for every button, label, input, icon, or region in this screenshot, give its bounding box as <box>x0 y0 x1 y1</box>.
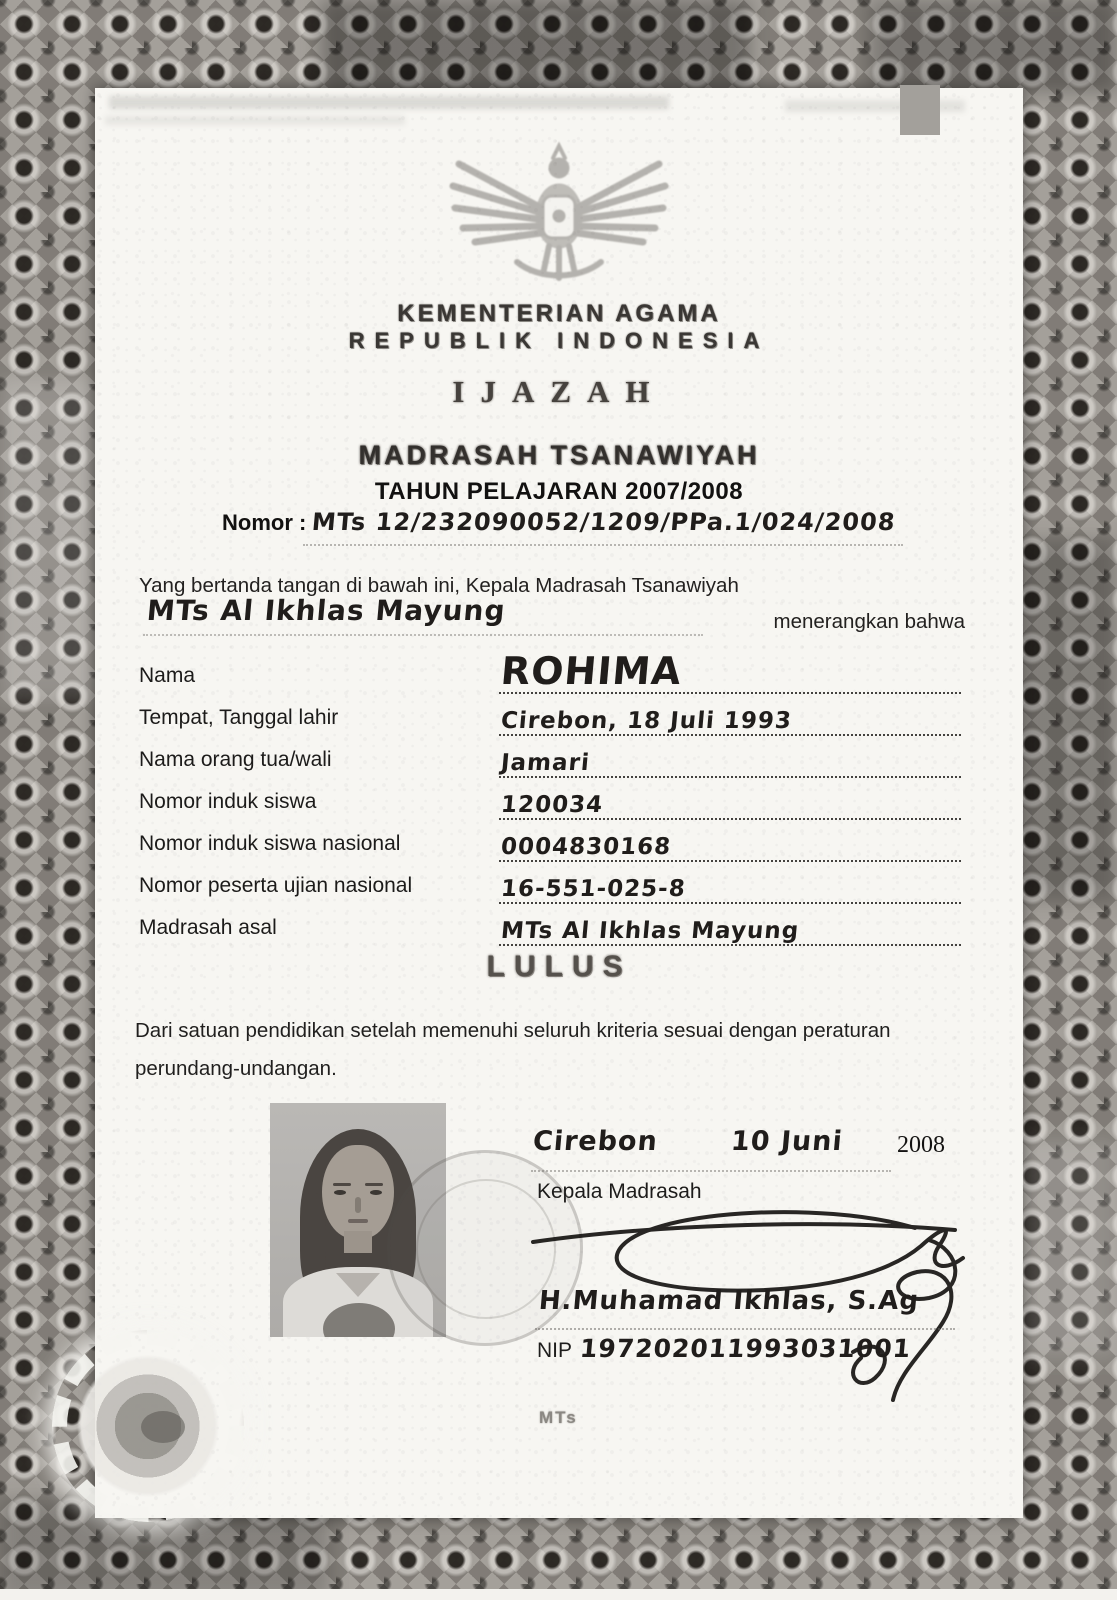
certificate-paper <box>95 88 1023 1518</box>
intro-sentence: Yang bertanda tangan di bawah ini, Kepala Madrasah Tsanawiyah <box>139 574 739 597</box>
dotted-line <box>531 1170 891 1172</box>
border-rosette-medallion-icon <box>52 1330 244 1522</box>
field-label: Nama orang tua/wali <box>139 748 332 771</box>
field-row-nama <box>139 648 961 694</box>
photo-face-detail <box>365 1183 383 1186</box>
document-title: IJAZAH <box>452 374 666 409</box>
field-label: Nomor peserta ujian nasional <box>139 874 413 897</box>
signer-name-handwritten: H.Muhamad Ikhlas, S.Ag <box>537 1286 921 1316</box>
dotted-line <box>303 544 903 546</box>
date-handwritten: 10 Juni <box>729 1126 844 1157</box>
rosette-core <box>141 1411 185 1443</box>
number-label: Nomor : <box>222 510 307 535</box>
photo-neck <box>344 1231 372 1253</box>
dotted-line <box>143 634 703 636</box>
field-label: Madrasah asal <box>139 916 277 939</box>
field-row-wali <box>139 736 961 778</box>
dotted-line <box>535 1328 955 1330</box>
photo-face-detail <box>334 1190 346 1195</box>
field-row-asal <box>139 904 961 946</box>
photo-face-detail <box>355 1197 361 1213</box>
place-date-line <box>533 1126 843 1157</box>
field-value-handwritten: 0004830168 <box>499 834 673 860</box>
ministry-name: KEMENTERIAN AGAMA <box>397 300 721 327</box>
certificate-number-line <box>95 508 1023 536</box>
field-value-handwritten: Jamari <box>499 750 591 776</box>
field-row-ttl <box>139 694 961 736</box>
garuda-pancasila-emblem-icon <box>443 134 675 292</box>
field-value-handwritten: MTs Al Ikhlas Mayung <box>499 918 801 944</box>
nip-label: NIP <box>537 1339 573 1362</box>
student-fields <box>139 648 961 946</box>
field-label: Nomor induk siswa <box>139 790 317 813</box>
scan-smudge <box>105 116 405 125</box>
scan-smudge <box>109 96 669 109</box>
republic-name: REPUBLIK INDONESIA <box>348 328 770 353</box>
field-row-nisn <box>139 820 961 862</box>
field-value-handwritten: ROHIMA <box>499 649 684 693</box>
field-label: Tempat, Tanggal lahir <box>139 706 339 729</box>
graduation-status: LULUS <box>486 950 632 983</box>
number-value-handwritten: MTs 12/232090052/1209/PPa.1/024/2008 <box>311 508 898 536</box>
photo-face <box>322 1145 394 1239</box>
photo-face-detail <box>348 1219 368 1223</box>
signer-title: Kepala Madrasah <box>537 1180 702 1203</box>
field-value-handwritten: 120034 <box>499 792 605 818</box>
statement-paragraph: Dari satuan pendidikan setelah memenuhi seluruh kriteria sesuai dengan peraturan perundang-undangan. <box>135 1019 891 1080</box>
field-value-handwritten: 16-551-025-8 <box>499 876 687 902</box>
photo-face-detail <box>370 1190 382 1195</box>
school-level-subtitle: MADRASAH TSANAWIYAH <box>358 440 760 470</box>
school-name-handwritten: MTs Al Ikhlas Mayung <box>145 594 508 627</box>
field-row-nis <box>139 778 961 820</box>
photo-face-detail <box>333 1183 351 1186</box>
student-portrait-photo <box>270 1103 446 1337</box>
scan-artifact <box>900 85 940 135</box>
field-value-handwritten: Cirebon, 18 Juli 1993 <box>499 708 794 734</box>
field-row-ujian <box>139 862 961 904</box>
place-handwritten: Cirebon <box>531 1126 660 1157</box>
year-printed: 2008 <box>897 1132 945 1158</box>
field-label: Nomor induk siswa nasional <box>139 832 401 855</box>
intro-suffix: menerangkan bahwa <box>773 610 965 633</box>
field-label: Nama <box>139 664 196 687</box>
scan-edge-strip <box>0 1589 1117 1600</box>
nip-value-handwritten: 197202011993031001 <box>578 1334 913 1363</box>
photo-collar <box>336 1273 380 1297</box>
footer-code: MTs <box>539 1408 578 1427</box>
nip-line <box>537 1334 911 1363</box>
academic-year: TAHUN PELAJARAN 2007/2008 <box>374 478 744 505</box>
